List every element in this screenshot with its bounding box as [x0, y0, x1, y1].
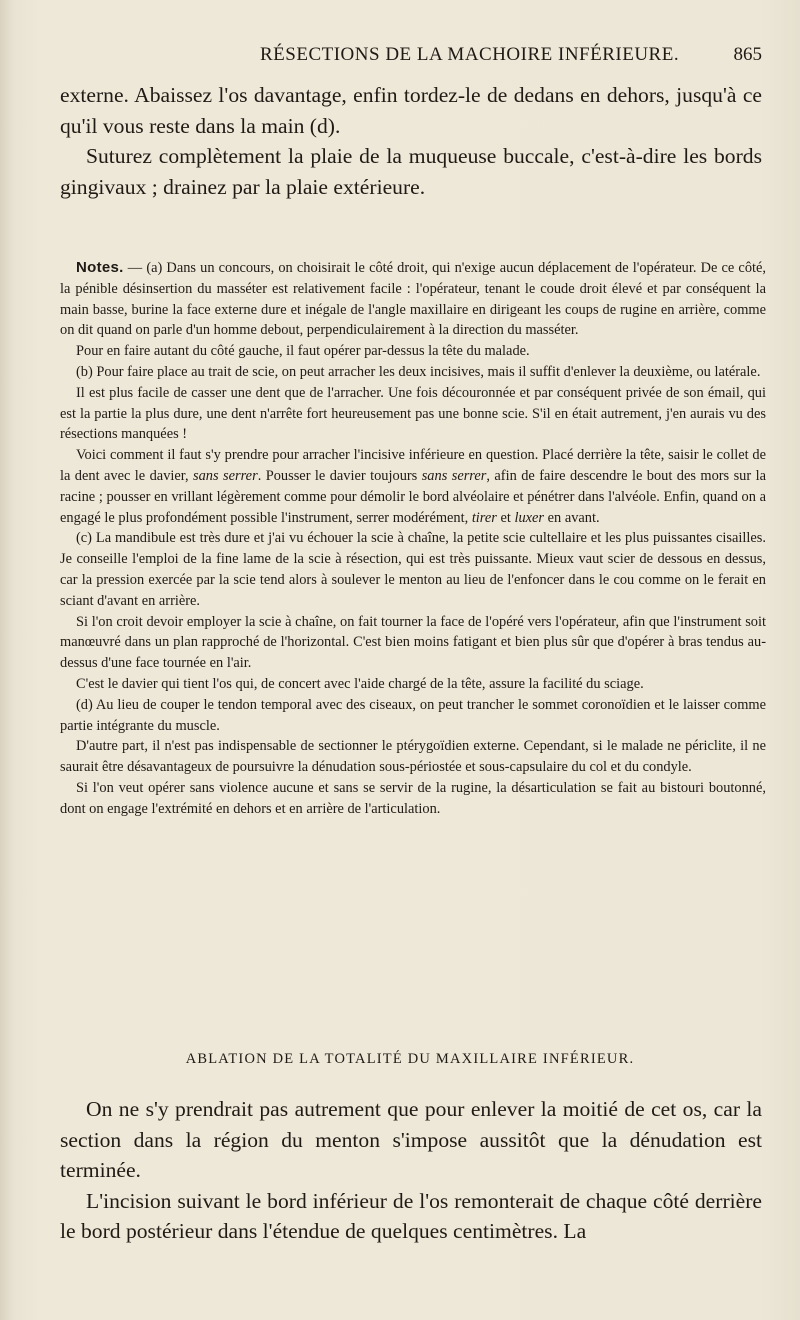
- note-b: (b) Pour faire place au trait de scie, on peut arracher les deux incisives, mais il suffit d'enlever la deuxième, ou latérale.: [76, 363, 761, 380]
- note-d: (d) Au lieu de couper le tendon temporal avec des ciseaux, on peut trancher le sommet coronoïdien et le laisser comme partie intégrante du muscle.: [60, 696, 766, 734]
- note-b-teeth: Il est plus facile de casser une dent que de l'arracher. Une fois découronnée et par conséquent privée de son émail, qui est la partie la plus dure, une dent n'arrête fort heureusement pas une bonne scie. S'il en était autrement, j'en aurais vu des résections manquées !: [60, 384, 766, 443]
- emphasis: sans serrer: [421, 467, 487, 484]
- note-a-continued: Pour en faire autant du côté gauche, il faut opérer par-dessus la tête du malade.: [76, 343, 530, 360]
- paragraph-ablation: On ne s'y prendrait pas autrement que pour enlever la moitié de cet os, car la section dans la région du menton s'impose aussitôt que la dénudation est terminée.: [60, 1097, 762, 1182]
- section-heading: ABLATION DE LA TOTALITÉ DU MAXILLAIRE INFÉRIEUR.: [185, 1051, 635, 1067]
- emphasis: tirer: [471, 509, 497, 526]
- notes-label: Notes.: [76, 259, 124, 276]
- note-d-pterygoid: D'autre part, il n'est pas indispensable de sectionner le ptérygoïdien externe. Cependant, si le malade ne périclite, il ne saurait être désavantageux de poursuivre la dénudation sous-périostée et sous-capsulaire du col et du condyle.: [60, 738, 766, 776]
- paragraph-suture: Suturez complètement la plaie de la muqueuse buccale, c'est-à-dire les bords gingivaux ; drainez par la plaie extérieure.: [60, 144, 762, 199]
- top-text: [60, 80, 762, 202]
- running-head: [60, 44, 780, 74]
- emphasis: luxer: [514, 509, 545, 526]
- notes-section: [60, 258, 766, 820]
- page-number: 865: [733, 44, 762, 65]
- note-d-disarticulation: Si l'on veut opérer sans violence aucune et sans se servir de la rugine, la désarticulation se fait au bistouri boutonné, dont on engage l'extrémité en dehors et en arrière de l'articulation.: [60, 779, 766, 817]
- note-a: [60, 258, 766, 341]
- paragraph-continued: externe. Abaissez l'os davantage, enfin tordez-le de dedans en dehors, jusqu'à ce qu'il vous reste dans la main (d).: [60, 83, 762, 138]
- note-c-chain-saw: Si l'on croit devoir employer la scie à chaîne, on fait tourner la face de l'opéré vers l'opérateur, afin que l'instrument soit manœuvré dans un plan rapproché de l'horizontal. C'est bien moins fatigant et bien plus sûr que d'opérer à bras tendus au-dessus d'une face tournée en l'air.: [60, 613, 766, 672]
- note-c-forceps: C'est le davier qui tient l'os qui, de concert avec l'aide chargé de la tête, assure la facilité du sciage.: [76, 675, 644, 692]
- bottom-text: [60, 1094, 762, 1247]
- running-title: RÉSECTIONS DE LA MACHOIRE INFÉRIEURE.: [260, 44, 680, 65]
- note-c: (c) La mandibule est très dure et j'ai vu échouer la scie à chaîne, la petite scie cultellaire et les plus puissantes cisailles. Je conseille l'emploi de la fine lame de la scie à résection, qui est très puissante. Mieux vaut scier de dessous en dessus, car la pression exercée par la scie tend alors à soulever le menton au lieu de l'enfoncer dans le cou comme on le ferait en sciant d'avant en arrière.: [60, 530, 766, 609]
- paragraph-incision: L'incision suivant le bord inférieur de l'os remonterait de chaque côté derrière le bord postérieur dans l'étendue de quelques centimètres. La: [60, 1188, 762, 1243]
- note-a-text: — (a) Dans un concours, on choisirait le côté droit, qui n'exige aucun déplacement de l'opérateur. De ce côté, la pénible désinsertion du masséter est relativement facile : l'opérateur, tenant le coude droit élevé et par conséquent la main basse, burine la face externe dure et inégale de l'angle maxillaire en dirigeant les coups de rugine en arrière, comme on dit quand on parle d'un homme debout, perpendiculairement à la direction du masséter.: [60, 260, 766, 339]
- note-b-extraction: Voici comment il faut s'y prendre pour arracher l'incisive inférieure en question. Placé derrière la tête, saisir le collet de la dent avec le davier, sans serrer. Pousser le davier toujours sans serrer, afin de faire descendre le bout des mors sur la racine ; pousser en vrillant légèrement comme pour démolir le bord alvéolaire et pénétrer dans l'alvéole. Enfin, quand on a engagé le plus profondément possible l'instrument, serrer modérément, tirer et luxer en avant.: [60, 447, 766, 526]
- emphasis: sans serrer: [193, 467, 258, 484]
